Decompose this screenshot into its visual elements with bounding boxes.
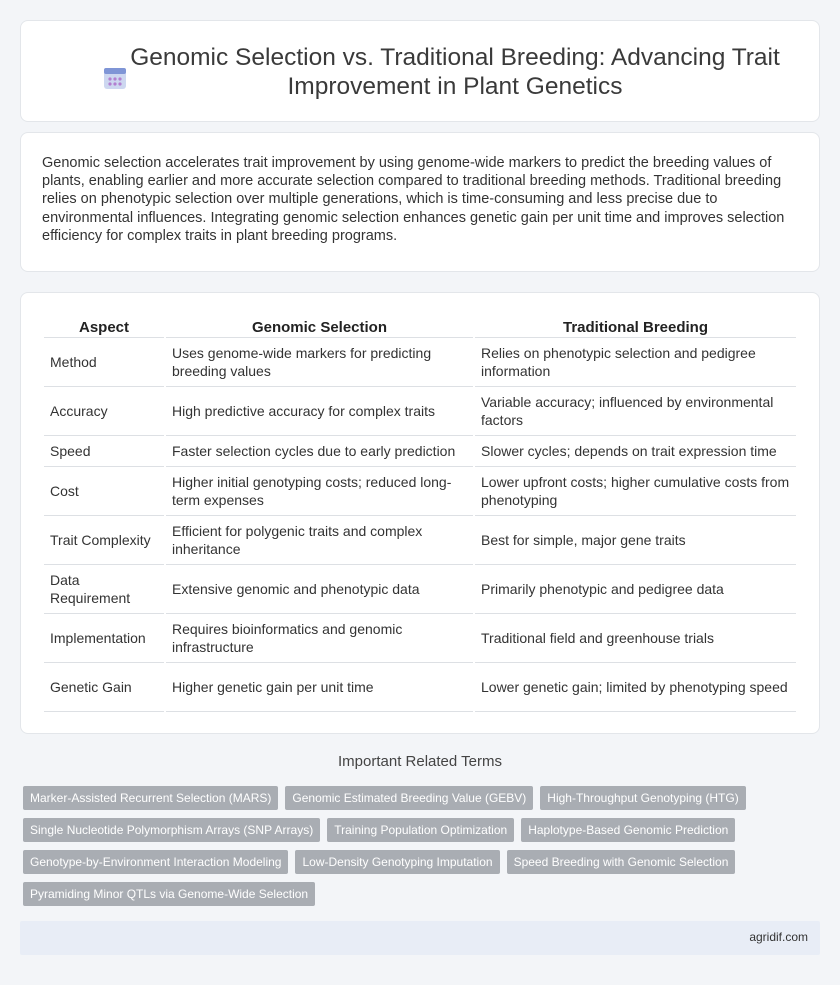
footer-site-link[interactable]: agridif.com xyxy=(749,930,808,944)
related-term-tag[interactable]: Haplotype-Based Genomic Prediction xyxy=(521,818,735,842)
cell-genomic: Requires bioinformatics and genomic infrastructure xyxy=(166,614,473,663)
related-term-tag[interactable]: Marker-Assisted Recurrent Selection (MARS) xyxy=(23,786,278,810)
cell-aspect: Speed xyxy=(44,436,164,467)
header-card xyxy=(20,20,820,122)
cell-traditional: Primarily phenotypic and pedigree data xyxy=(475,565,796,614)
header-aspect: Aspect xyxy=(44,315,164,338)
cell-genomic: Efficient for polygenic traits and complex inheritance xyxy=(166,516,473,565)
related-term-tag[interactable]: Training Population Optimization xyxy=(327,818,514,842)
cell-genomic: Faster selection cycles due to early prediction xyxy=(166,436,473,467)
cell-genomic: Extensive genomic and phenotypic data xyxy=(166,565,473,614)
page-title: Genomic Selection vs. Traditional Breeding: Advancing Trait Improvement in Plant Genetics xyxy=(130,44,780,100)
cell-traditional: Best for simple, major gene traits xyxy=(475,516,796,565)
table-row xyxy=(44,436,796,467)
related-term-tag[interactable]: Single Nucleotide Polymorphism Arrays (SNP Arrays) xyxy=(23,818,320,842)
related-term-tag[interactable]: Speed Breeding with Genomic Selection xyxy=(507,850,736,874)
comparison-table xyxy=(42,315,798,712)
cell-genomic: Higher initial genotyping costs; reduced long-term expenses xyxy=(166,467,473,516)
comparison-table-card xyxy=(20,292,820,734)
cell-aspect: Implementation xyxy=(44,614,164,663)
table-header-row xyxy=(44,315,796,338)
related-term-tag[interactable]: Pyramiding Minor QTLs via Genome-Wide Selection xyxy=(23,882,315,906)
cell-traditional: Relies on phenotypic selection and pedigree information xyxy=(475,338,796,387)
cell-genomic: Uses genome-wide markers for predicting breeding values xyxy=(166,338,473,387)
cell-aspect: Accuracy xyxy=(44,387,164,436)
cell-traditional: Variable accuracy; influenced by environmental factors xyxy=(475,387,796,436)
table-row xyxy=(44,467,796,516)
summary-text: Genomic selection accelerates trait improvement by using genome-wide markers to predict the breeding values of plants, enabling earlier and more accurate selection compared to traditional breeding methods. Traditional breeding relies on phenotypic selection over multiple generations, which is time-consuming and less precise due to environmental influences. Integrating genomic selection enhances genetic gain per unit time and improves selection efficiency for complex traits in plant breeding programs. xyxy=(42,155,785,244)
cell-aspect: Method xyxy=(44,338,164,387)
related-term-tag[interactable]: Low-Density Genotyping Imputation xyxy=(295,850,499,874)
table-row xyxy=(44,387,796,436)
table-row xyxy=(44,338,796,387)
cell-aspect: Genetic Gain xyxy=(44,663,164,712)
cell-traditional: Lower genetic gain; limited by phenotyping speed xyxy=(475,663,796,712)
cell-traditional: Slower cycles; depends on trait expression time xyxy=(475,436,796,467)
cell-traditional: Traditional field and greenhouse trials xyxy=(475,614,796,663)
header-traditional-breeding: Traditional Breeding xyxy=(475,315,796,338)
footer xyxy=(20,921,820,955)
cell-traditional: Lower upfront costs; higher cumulative costs from phenotyping xyxy=(475,467,796,516)
cell-genomic: Higher genetic gain per unit time xyxy=(166,663,473,712)
table-row xyxy=(44,565,796,614)
table-row xyxy=(44,614,796,663)
related-term-tag[interactable]: Genomic Estimated Breeding Value (GEBV) xyxy=(285,786,533,810)
related-term-tag[interactable]: Genotype-by-Environment Interaction Modeling xyxy=(23,850,288,874)
table-row xyxy=(44,663,796,712)
header-genomic-selection: Genomic Selection xyxy=(166,315,473,338)
related-terms-list xyxy=(23,786,823,906)
related-terms-title: Important Related Terms xyxy=(338,753,502,770)
related-term-tag[interactable]: High-Throughput Genotyping (HTG) xyxy=(540,786,745,810)
cell-aspect: Cost xyxy=(44,467,164,516)
summary-card xyxy=(20,132,820,272)
table-row xyxy=(44,516,796,565)
cell-aspect: Data Requirement xyxy=(44,565,164,614)
cell-genomic: High predictive accuracy for complex traits xyxy=(166,387,473,436)
cell-aspect: Trait Complexity xyxy=(44,516,164,565)
